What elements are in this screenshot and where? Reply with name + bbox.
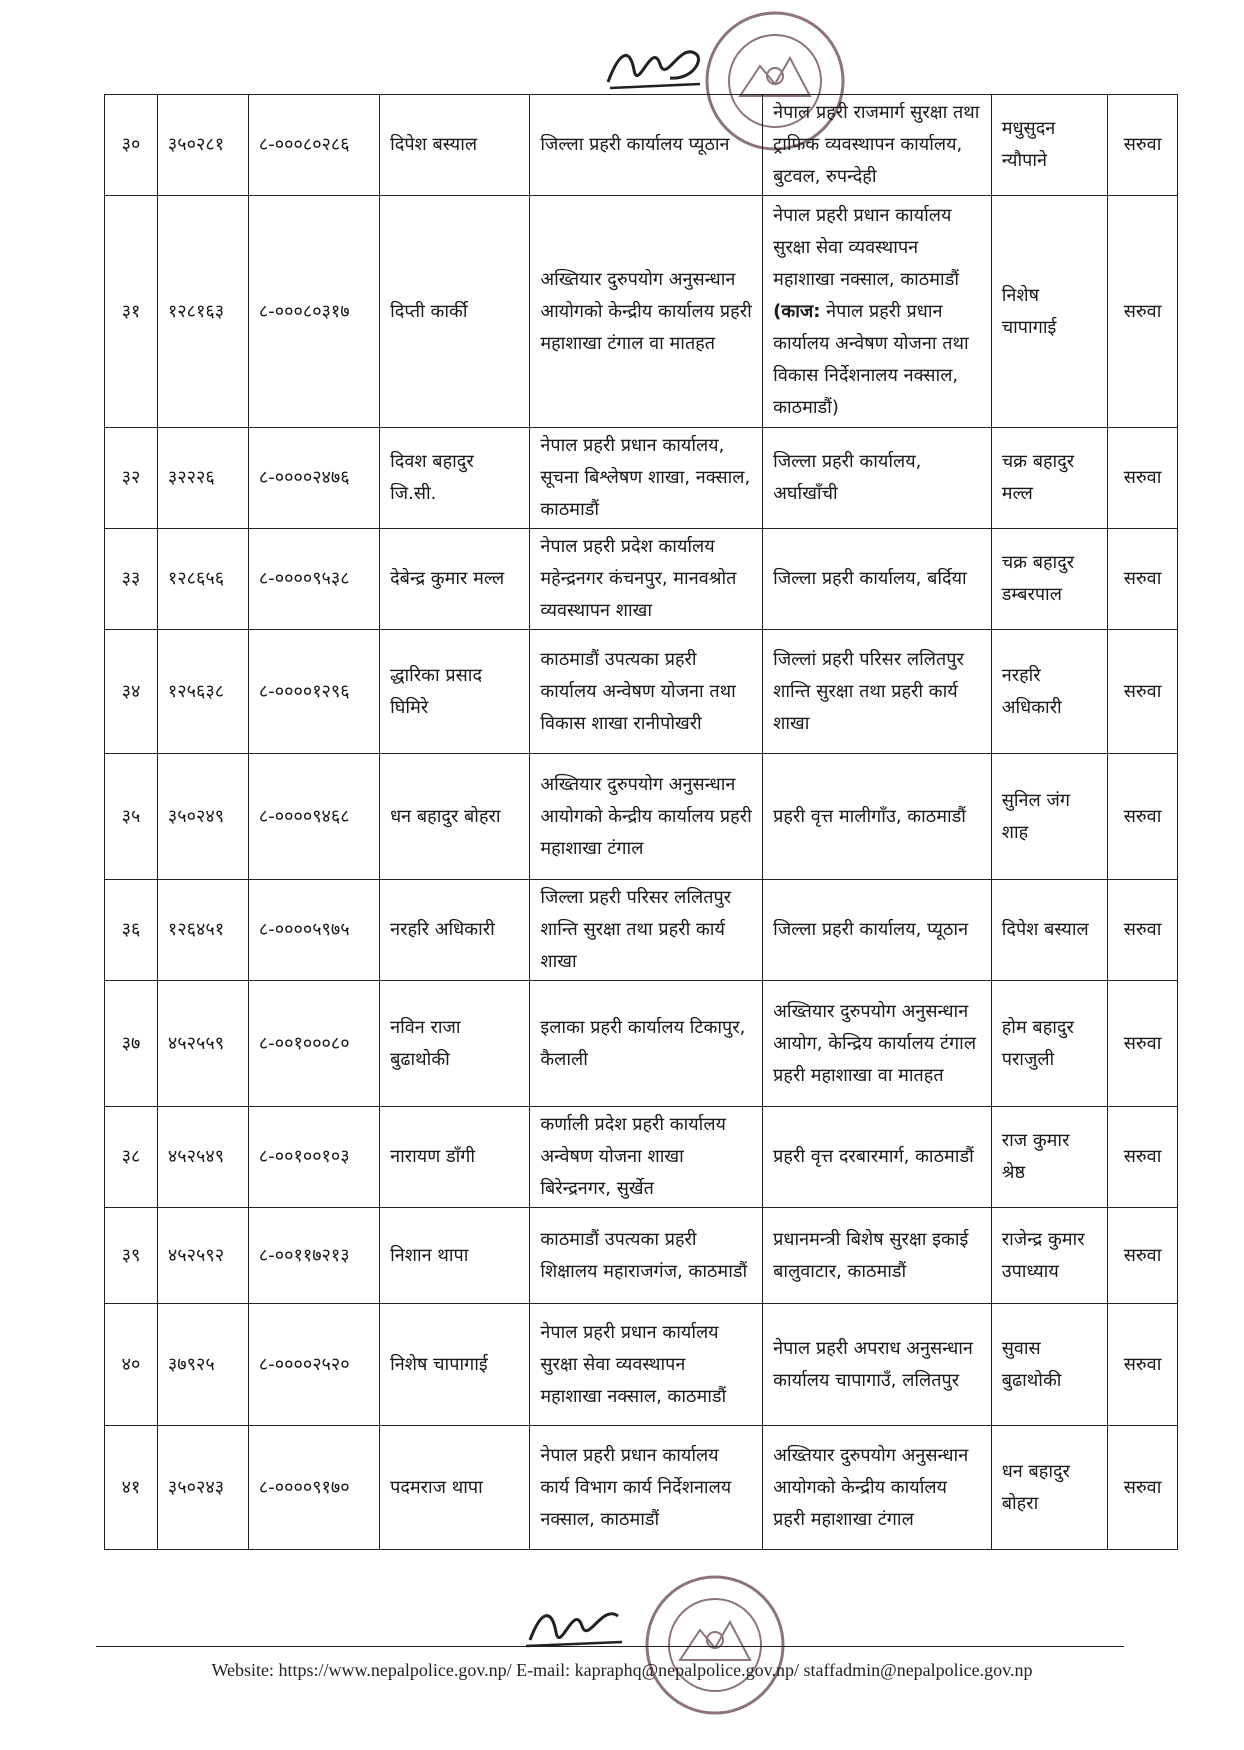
employee-id: १२८६५६ (157, 529, 248, 630)
code-number: ८-००१००१०३ (248, 1107, 379, 1208)
transfer-table (104, 94, 1178, 1550)
action-type: सरुवा (1108, 880, 1178, 981)
replaces-person: मधुसुदन न्यौपाने (991, 95, 1107, 196)
table-row (105, 95, 1178, 196)
replaces-person: नरहरि अधिकारी (991, 630, 1107, 754)
action-type: सरुवा (1108, 981, 1178, 1107)
serial-number: ३६ (105, 880, 158, 981)
code-number: ८-००११७२१३ (248, 1208, 379, 1304)
from-office: इलाका प्रहरी कार्यालय टिकापुर, कैलाली (530, 981, 763, 1107)
signature-mark-top (600, 30, 710, 100)
serial-number: ४१ (105, 1426, 158, 1550)
from-office: नेपाल प्रहरी प्रदेश कार्यालय महेन्द्रनगर कंचनपुर, मानवश्रोत व्यवस्थापन शाखा (530, 529, 763, 630)
employee-name: नारायण डाँगी (380, 1107, 530, 1208)
table-row (105, 1208, 1178, 1304)
table-row (105, 630, 1178, 754)
to-office-main: नेपाल प्रहरी प्रधान कार्यालय सुरक्षा सेवा व्यवस्थापन महाशाखा नक्साल, काठमाडौं (773, 204, 959, 290)
code-number: ८-००००९४६८ (248, 754, 379, 880)
action-type: सरुवा (1108, 630, 1178, 754)
serial-number: ४० (105, 1304, 158, 1426)
employee-id: ४५२५९२ (157, 1208, 248, 1304)
from-office: नेपाल प्रहरी प्रधान कार्यालय, सूचना बिश्लेषण शाखा, नक्साल, काठमाडौं (530, 428, 763, 529)
employee-id: ३५०२४३ (157, 1426, 248, 1550)
replaces-person: राजेन्द्र कुमार उपाध्याय (991, 1208, 1107, 1304)
serial-number: ३० (105, 95, 158, 196)
code-number: ८-००००९५३८ (248, 529, 379, 630)
to-office: प्रहरी वृत्त दरबारमार्ग, काठमाडौं (763, 1107, 992, 1208)
from-office: काठमाडौं उपत्यका प्रहरी कार्यालय अन्वेषण योजना तथा विकास शाखा रानीपोखरी (530, 630, 763, 754)
employee-name: दिप्ती कार्की (380, 196, 530, 428)
table-row (105, 754, 1178, 880)
table-row (105, 880, 1178, 981)
code-number: ८-००००१२९६ (248, 630, 379, 754)
code-number: ८-०००८०२८६ (248, 95, 379, 196)
action-type: सरुवा (1108, 754, 1178, 880)
to-office: प्रहरी वृत्त मालीगाँउ, काठमाडौं (763, 754, 992, 880)
from-office: नेपाल प्रहरी प्रधान कार्यालय सुरक्षा सेवा व्यवस्थापन महाशाखा नक्साल, काठमाडौं (530, 1304, 763, 1426)
action-type: सरुवा (1108, 95, 1178, 196)
to-office: नेपाल प्रहरी राजमार्ग सुरक्षा तथा ट्राफिक व्यवस्थापन कार्यालय, बुटवल, रुपन्देही (763, 95, 992, 196)
footer-contact: Website: https://www.nepalpolice.gov.np/ E-mail: kapraphq@nepalpolice.gov.np/ staffadmin@nepalpolice.gov.np (211, 1660, 1033, 1680)
table-row (105, 1426, 1178, 1550)
table-row (105, 196, 1178, 428)
serial-number: ३४ (105, 630, 158, 754)
replaces-person: सुवास बुढाथोकी (991, 1304, 1107, 1426)
employee-name: द्धारिका प्रसाद घिमिरे (380, 630, 530, 754)
replaces-person: दिपेश बस्याल (991, 880, 1107, 981)
action-type: सरुवा (1108, 196, 1178, 428)
action-type: सरुवा (1108, 428, 1178, 529)
from-office: कर्णाली प्रदेश प्रहरी कार्यालय अन्वेषण योजना शाखा बिरेन्द्रनगर, सुर्खेत (530, 1107, 763, 1208)
code-number: ८-००००२५२० (248, 1304, 379, 1426)
to-office: जिल्ला प्रहरी कार्यालय, प्यूठान (763, 880, 992, 981)
to-office: जिल्ला प्रहरी कार्यालय, अर्घाखाँची (763, 428, 992, 529)
replaces-person: होम बहादुर पराजुली (991, 981, 1107, 1107)
to-office: अख्तियार दुरुपयोग अनुसन्धान आयोग, केन्द्रिय कार्यालय टंगाल प्रहरी महाशाखा वा मातहत (763, 981, 992, 1107)
employee-id: १२५६३८ (157, 630, 248, 754)
signature-mark-bottom (520, 1590, 630, 1660)
to-office: जिल्लां प्रहरी परिसर ललितपुर शान्ति सुरक्षा तथा प्रहरी कार्य शाखा (763, 630, 992, 754)
employee-id: ३७९२५ (157, 1304, 248, 1426)
employee-id: ३५०२४९ (157, 754, 248, 880)
code-number: ८-००००५९७५ (248, 880, 379, 981)
employee-id: ३५०२८१ (157, 95, 248, 196)
to-office: प्रधानमन्त्री बिशेष सुरक्षा इकाई बालुवाटार, काठमाडौं (763, 1208, 992, 1304)
action-type: सरुवा (1108, 1304, 1178, 1426)
employee-id: १२८१६३ (157, 196, 248, 428)
table-row (105, 981, 1178, 1107)
office-seal-bottom (640, 1570, 790, 1720)
from-office: काठमाडौं उपत्यका प्रहरी शिक्षालय महाराजगंज, काठमाडौं (530, 1208, 763, 1304)
code-number: ८-००१०००८० (248, 981, 379, 1107)
to-office: अख्तियार दुरुपयोग अनुसन्धान आयोगको केन्द्रीय कार्यालय प्रहरी महाशाखा टंगाल (763, 1426, 992, 1550)
serial-number: ३१ (105, 196, 158, 428)
employee-name: देबेन्द्र कुमार मल्ल (380, 529, 530, 630)
deputation-detail: नेपाल प्रहरी प्रधान कार्यालय अन्वेषण योजना तथा विकास निर्देशनालय नक्साल, काठमाडौं) (773, 300, 969, 418)
table-row (105, 428, 1178, 529)
table-row (105, 1107, 1178, 1208)
deputation-label: (काज: (773, 300, 821, 322)
from-office: जिल्ला प्रहरी कार्यालय प्यूठान (530, 95, 763, 196)
employee-name: धन बहादुर बोहरा (380, 754, 530, 880)
action-type: सरुवा (1108, 1208, 1178, 1304)
replaces-person: चक्र बहादुर मल्ल (991, 428, 1107, 529)
table-row (105, 529, 1178, 630)
serial-number: ३९ (105, 1208, 158, 1304)
footer-divider (96, 1646, 1124, 1647)
employee-name: निशेष चापागाई (380, 1304, 530, 1426)
to-office: जिल्ला प्रहरी कार्यालय, बर्दिया (763, 529, 992, 630)
to-office: नेपाल प्रहरी अपराध अनुसन्धान कार्यालय चापागाउँ, ललितपुर (763, 1304, 992, 1426)
table-row (105, 1304, 1178, 1426)
serial-number: ३५ (105, 754, 158, 880)
employee-id: ३२२२६ (157, 428, 248, 529)
replaces-person: निशेष चापागाई (991, 196, 1107, 428)
serial-number: ३२ (105, 428, 158, 529)
serial-number: ३७ (105, 981, 158, 1107)
replaces-person: धन बहादुर बोहरा (991, 1426, 1107, 1550)
employee-name: दिवश बहादुर जि.सी. (380, 428, 530, 529)
action-type: सरुवा (1108, 1426, 1178, 1550)
action-type: सरुवा (1108, 529, 1178, 630)
from-office: नेपाल प्रहरी प्रधान कार्यालय कार्य विभाग कार्य निर्देशनालय नक्साल, काठमाडौं (530, 1426, 763, 1550)
employee-name: दिपेश बस्याल (380, 95, 530, 196)
to-office (763, 196, 992, 428)
from-office: जिल्ला प्रहरी परिसर ललितपुर शान्ति सुरक्षा तथा प्रहरी कार्य शाखा (530, 880, 763, 981)
employee-name: पदमराज थापा (380, 1426, 530, 1550)
employee-id: ४५२५४९ (157, 1107, 248, 1208)
employee-name: निशान थापा (380, 1208, 530, 1304)
employee-id: १२६४५१ (157, 880, 248, 981)
serial-number: ३८ (105, 1107, 158, 1208)
from-office: अख्तियार दुरुपयोग अनुसन्धान आयोगको केन्द्रीय कार्यालय प्रहरी महाशाखा टंगाल वा मातहत (530, 196, 763, 428)
replaces-person: चक्र बहादुर डम्बरपाल (991, 529, 1107, 630)
employee-name: नविन राजा बुढाथोकी (380, 981, 530, 1107)
employee-name: नरहरि अधिकारी (380, 880, 530, 981)
code-number: ८-०००८०३१७ (248, 196, 379, 428)
employee-id: ४५२५५९ (157, 981, 248, 1107)
serial-number: ३३ (105, 529, 158, 630)
replaces-person: सुनिल जंग शाह (991, 754, 1107, 880)
code-number: ८-००००२४७६ (248, 428, 379, 529)
action-type: सरुवा (1108, 1107, 1178, 1208)
code-number: ८-००००९१७० (248, 1426, 379, 1550)
replaces-person: राज कुमार श्रेष्ठ (991, 1107, 1107, 1208)
from-office: अख्तियार दुरुपयोग अनुसन्धान आयोगको केन्द्रीय कार्यालय प्रहरी महाशाखा टंगाल (530, 754, 763, 880)
